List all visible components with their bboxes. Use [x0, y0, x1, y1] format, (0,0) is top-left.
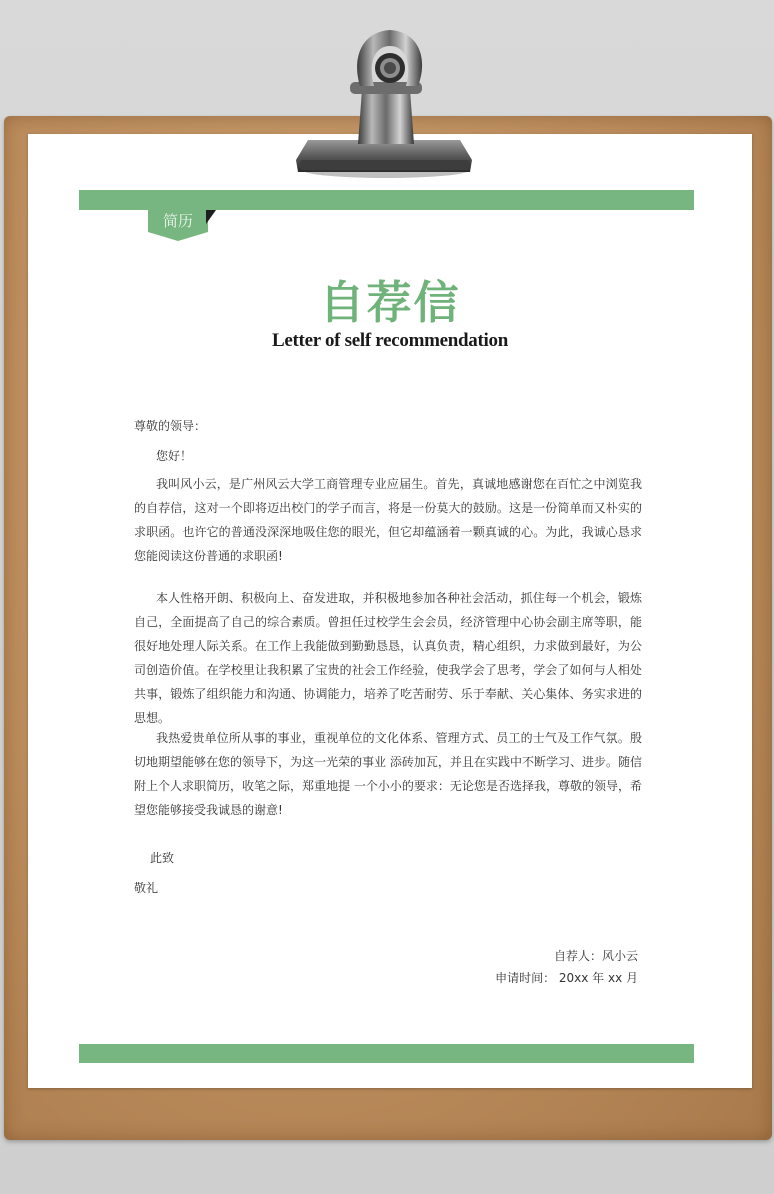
- letter-paper: [28, 134, 752, 1088]
- paragraph-aspiration: 我热爱贵单位所从事的事业，重视单位的文化体系、管理方式、员工的士气及工作气氛。殷切地期望能够在您的领导下，为这一光荣的事业 添砖加瓦，并且在实践中不断学习、进步。随信附上个人求职简历，收笔之际，郑重地提 一个小小的要求：无论您是否选择我，尊敬的领导，希望您能够接受我诚恳的谢意!: [134, 731, 642, 817]
- closing-line-2: 敬礼: [134, 881, 159, 895]
- top-green-bar: [79, 190, 694, 210]
- page-subtitle: Letter of self recommendation: [272, 330, 508, 351]
- signature-date: 申请时间： 20xx 年 xx 月: [495, 971, 638, 985]
- closing-line-1: 此致: [150, 851, 175, 865]
- paragraph-intro: 我叫风小云，是广州风云大学工商管理专业应届生。首先，真诚地感谢您在百忙之中浏览我的自荐信，这对一个即将迈出校门的学子而言，将是一份莫大的鼓励。这是一份简单而又朴实的求职函。也许它的普通没深深地吸住您的眼光，但它却蕴涵着一颗真诚的心。为此，我诚心恳求您能阅读这份普通的求职函!: [134, 477, 642, 563]
- salutation: 尊敬的领导：: [134, 419, 207, 433]
- resume-tag-point: [148, 232, 208, 241]
- page-title: 自荐信: [319, 276, 461, 329]
- binder-clip-icon: [290, 20, 480, 180]
- bottom-green-bar: [79, 1044, 694, 1063]
- paragraph-personality: 本人性格开朗、积极向上、奋发进取，并积极地参加各种社会活动，抓住每一个机会，锻炼自己，全面提高了自己的综合素质。曾担任过校学生会会员，经济管理中心协会副主席等职，能很好地处理人际关系。在工作上我能做到勤勤恳恳，认真负责，精心组织，力求做到最好，为公司创造价值。在学校里让我积累了宝贵的社会工作经验，使我学会了思考，学会了如何与人相处共事，锻炼了组织能力和沟通、协调能力，培养了吃苦耐劳、乐于奉献、关心集体、务实求进的思想。: [134, 591, 642, 725]
- hello-line: 您好！: [156, 449, 193, 463]
- resume-tag-label: 简历: [162, 212, 193, 230]
- signature-name: 自荐人：风小云: [553, 949, 638, 963]
